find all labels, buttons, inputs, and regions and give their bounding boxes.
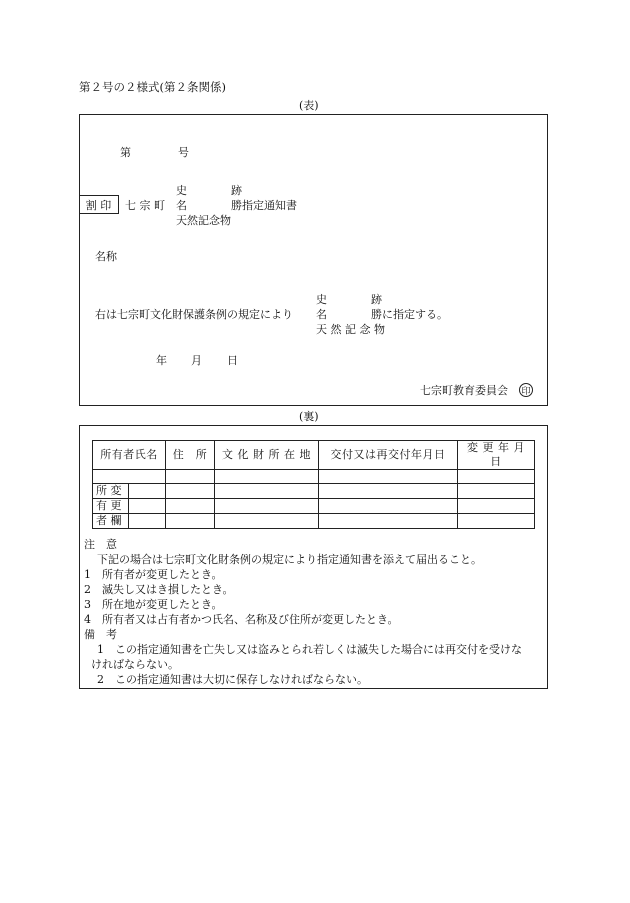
- front-label: (表): [299, 99, 319, 112]
- statement-type-1: 史 跡: [316, 293, 382, 306]
- header-change-date: 変 更 年 月 日: [458, 441, 535, 470]
- change-label-2: 有 更: [93, 499, 129, 513]
- date-year: 年: [156, 354, 167, 367]
- table-cell: [166, 499, 215, 514]
- date-day: 日: [227, 354, 238, 367]
- name-label: 名称: [95, 250, 117, 263]
- table-row: [93, 499, 535, 514]
- notes-intro: 下記の場合は七宗町文化財条例の規定により指定通知書を添えて届出ること。: [97, 553, 482, 566]
- table-cell: [215, 514, 319, 529]
- change-label-1: 所 変: [93, 484, 129, 498]
- table-cell: [166, 514, 215, 529]
- back-label: (裏): [299, 410, 319, 423]
- header-issue-date: 交付又は再交付年月日: [319, 441, 458, 470]
- table-cell: [166, 484, 215, 499]
- type-line-1: 史 跡: [176, 184, 242, 197]
- header-location: 文 化 財 所 在 地: [215, 441, 319, 470]
- statement-prefix: 右は七宗町文化財保護条例の規定により: [95, 308, 293, 321]
- table-cell: [319, 484, 458, 499]
- remarks-heading: 備 考: [84, 628, 117, 641]
- table-cell: [215, 484, 319, 499]
- header-owner-name: 所有者氏名: [93, 441, 166, 470]
- table-cell: [319, 514, 458, 529]
- type-line-3: 天然記念物: [176, 214, 231, 227]
- table-cell: [215, 499, 319, 514]
- type-line-2: 名 勝指定通知書: [176, 199, 297, 212]
- change-label-cell: [93, 484, 166, 499]
- change-label-cell: [93, 514, 166, 529]
- issuer-name: 七宗町教育委員会: [420, 384, 508, 397]
- note-item: 4 所有者又は占有者かつ氏名、名称及び住所が変更したとき。: [84, 613, 399, 626]
- remark-2: 2 この指定通知書は大切に保存しなければならない。: [97, 673, 368, 686]
- table-cell: [166, 470, 215, 484]
- table-row: [93, 514, 535, 529]
- official-stamp: 印: [519, 383, 533, 397]
- table-row: [93, 484, 535, 499]
- note-item: 1 所有者が変更したとき。: [84, 568, 223, 581]
- table-header-row: [93, 441, 535, 470]
- notes-heading: 注 意: [84, 538, 117, 551]
- table-cell: [93, 470, 166, 484]
- number-prefix: 第: [120, 146, 131, 159]
- remark-1-line-1: 1 この指定通知書を亡失し又は盗みとられ若しくは滅失した場合には再交付を受けな: [97, 643, 522, 656]
- table-cell: [458, 470, 535, 484]
- form-title: 第２号の２様式(第２条関係): [79, 80, 226, 94]
- town-name: 七 宗 町: [125, 199, 165, 212]
- table-cell: [458, 484, 535, 499]
- table-cell: [215, 470, 319, 484]
- note-item: 3 所在地が変更したとき。: [84, 598, 223, 611]
- change-label-3: 者 欄: [93, 514, 129, 528]
- remark-1-line-2: ければならない。: [91, 658, 179, 671]
- seal-box: [79, 195, 119, 214]
- number-suffix: 号: [178, 146, 189, 159]
- change-label-cell: [93, 499, 166, 514]
- table-row: [93, 470, 535, 484]
- table-cell: [458, 499, 535, 514]
- statement-type-2: 名 勝に指定する。: [316, 308, 448, 321]
- front-panel: [79, 114, 548, 406]
- date-month: 月: [191, 354, 202, 367]
- statement-type-3: 天 然 記 念 物: [316, 323, 385, 336]
- header-address: 住 所: [166, 441, 215, 470]
- table-cell: [458, 514, 535, 529]
- table-cell: [319, 470, 458, 484]
- table-cell: [319, 499, 458, 514]
- ownership-change-table: [92, 440, 535, 529]
- seal-label: 割 印: [85, 198, 112, 212]
- note-item: 2 滅失し又はき損したとき。: [84, 583, 234, 596]
